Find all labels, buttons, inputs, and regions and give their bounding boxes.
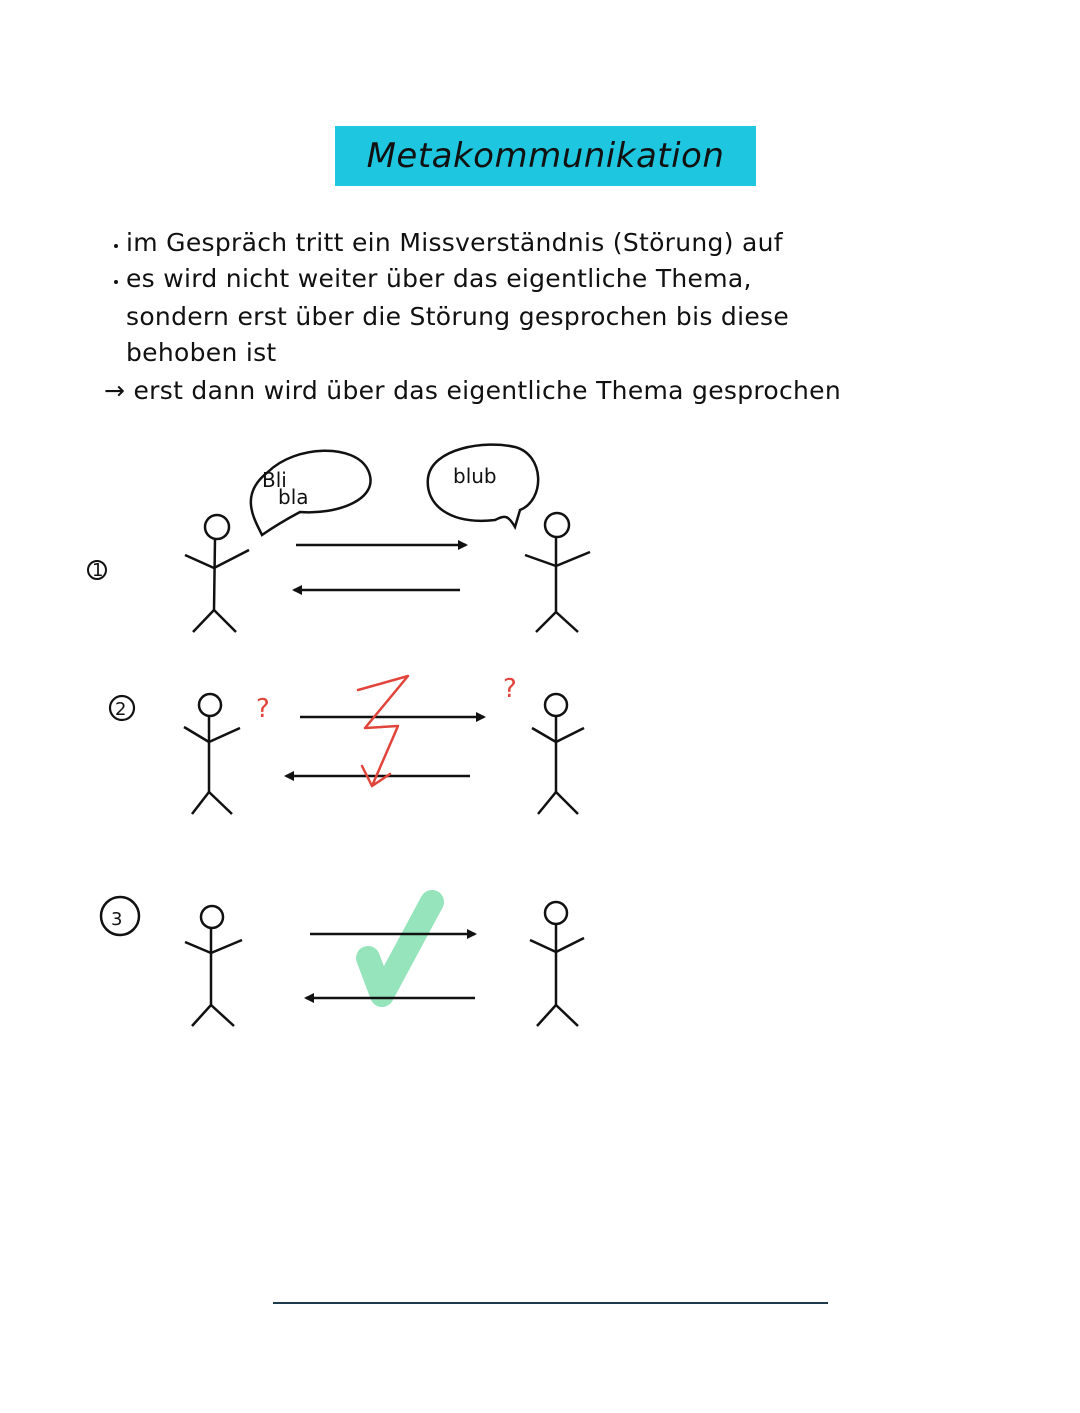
stick-figure-right-2	[532, 694, 584, 814]
check-mark-icon	[368, 902, 432, 995]
stick-figure-left-1	[185, 515, 249, 632]
speech-bubble-left	[251, 451, 371, 535]
step-number-1	[88, 560, 106, 581]
bottom-divider	[273, 1302, 828, 1304]
lightning-bolt-icon	[358, 676, 408, 786]
note-line-3: sondern erst über die Störung gesprochen bis diese	[126, 302, 790, 331]
note-line-1: im Gespräch tritt ein Missverständnis (Störung) auf	[126, 228, 783, 257]
stick-figure-left-3	[185, 906, 242, 1026]
bubble-left-text-2: bla	[278, 485, 309, 509]
step-number-2	[110, 696, 134, 720]
note-line-2: es wird nicht weiter über das eigentliche Thema,	[126, 264, 752, 293]
note-line-5: → erst dann wird über das eigentliche Thema gesprochen	[104, 376, 842, 405]
step-number-3-text: 3	[111, 909, 123, 930]
step-number-2-text: 2	[115, 699, 127, 720]
stick-figure-right-1	[525, 513, 590, 632]
question-mark-right: ?	[503, 674, 517, 704]
page-title: Metakommunikation	[366, 136, 725, 176]
question-mark-left: ?	[256, 694, 270, 724]
bubble-right-text: blub	[453, 464, 497, 488]
step-number-1-text: 1	[92, 560, 104, 581]
step-number-3	[101, 897, 139, 935]
bubble-left-text-1: Bli	[262, 468, 287, 492]
speech-bubble-right	[428, 445, 538, 527]
stick-figure-left-2	[184, 694, 240, 814]
stick-figure-right-3	[530, 902, 584, 1026]
note-line-4: behoben ist	[126, 338, 277, 367]
